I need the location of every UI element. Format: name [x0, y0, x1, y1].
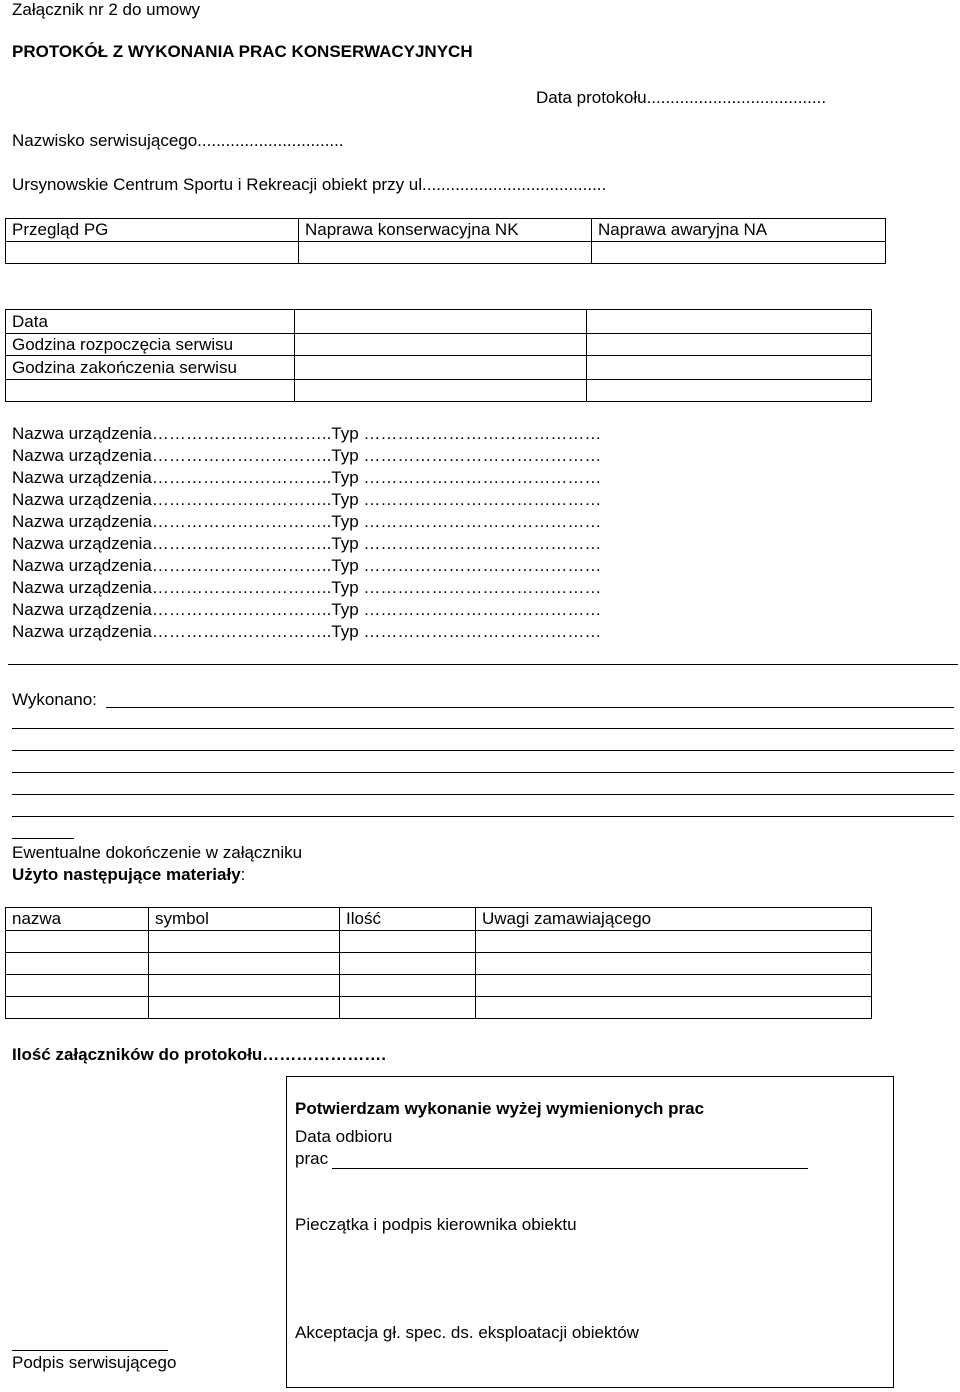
annex-label: Załącznik nr 2 do umowy [12, 0, 201, 19]
service-date-cell-2[interactable] [587, 310, 872, 334]
section-divider [8, 664, 958, 665]
materials-cell[interactable] [340, 975, 476, 997]
work-type-cell-na[interactable] [592, 242, 886, 264]
materials-label: Użyto następujące materiały [12, 865, 241, 884]
receipt-date-line[interactable] [332, 1168, 808, 1169]
protocol-date-field: Data protokołu...................................... [536, 88, 827, 107]
service-date-cell-1[interactable] [295, 310, 587, 334]
document-title: PROTOKÓŁ Z WYKONANIA PRAC KONSERWACYJNYCH [12, 42, 473, 61]
work-type-table [5, 218, 886, 264]
service-start-cell-2[interactable] [587, 334, 872, 356]
stamp-signature-label: Pieczątka i podpis kierownika obiektu [295, 1215, 577, 1234]
materials-header-symbol: symbol [149, 908, 340, 931]
service-blank-cell-1[interactable] [295, 380, 587, 402]
work-done-line[interactable] [12, 816, 954, 817]
materials-cell[interactable] [6, 931, 149, 953]
device-row[interactable]: Nazwa urządzenia…………………………..Typ …………………………………… [12, 468, 602, 487]
materials-cell[interactable] [6, 997, 149, 1019]
materials-cell[interactable] [149, 953, 340, 975]
materials-cell[interactable] [149, 997, 340, 1019]
materials-cell[interactable] [149, 931, 340, 953]
materials-heading [12, 865, 245, 885]
technician-signature-label: Podpis serwisującego [12, 1353, 177, 1372]
service-start-cell-1[interactable] [295, 334, 587, 356]
work-done-line[interactable] [12, 728, 954, 729]
technician-signature-line[interactable] [12, 1350, 168, 1351]
materials-header-name: nazwa [6, 908, 149, 931]
work-type-header-nk: Naprawa konserwacyjna NK [299, 219, 592, 242]
materials-cell[interactable] [476, 931, 872, 953]
service-start-label: Godzina rozpoczęcia serwisu [6, 334, 295, 356]
attachments-count-field: Ilość załączników do protokołu…………………. [12, 1045, 387, 1064]
materials-table [5, 907, 872, 1019]
device-row[interactable]: Nazwa urządzenia…………………………..Typ …………………………………… [12, 556, 602, 575]
service-date-label: Data [6, 310, 295, 334]
work-done-line[interactable] [12, 772, 954, 773]
materials-cell[interactable] [340, 931, 476, 953]
materials-cell[interactable] [6, 975, 149, 997]
work-done-line[interactable] [12, 838, 74, 839]
materials-cell[interactable] [476, 975, 872, 997]
service-end-label: Godzina zakończenia serwisu [6, 356, 295, 380]
device-row[interactable]: Nazwa urządzenia…………………………..Typ …………………………………… [12, 578, 602, 597]
device-list [12, 423, 601, 643]
confirmation-title: Potwierdzam wykonanie wyżej wymienionych prac [295, 1099, 705, 1118]
confirmation-box [286, 1076, 894, 1388]
device-row[interactable]: Nazwa urządzenia…………………………..Typ …………………………………… [12, 622, 602, 641]
receipt-date-label: Data odbioru [295, 1127, 393, 1146]
materials-cell[interactable] [476, 997, 872, 1019]
device-row[interactable]: Nazwa urządzenia…………………………..Typ …………………………………… [12, 446, 602, 465]
materials-header-notes: Uwagi zamawiającego [476, 908, 872, 931]
work-type-header-pg: Przegląd PG [6, 219, 299, 242]
work-done-label: Wykonano: [12, 690, 97, 709]
materials-cell[interactable] [340, 953, 476, 975]
technician-name-field: Nazwisko serwisującego............................... [12, 131, 344, 150]
materials-cell[interactable] [6, 953, 149, 975]
service-end-cell-1[interactable] [295, 356, 587, 380]
work-type-cell-nk[interactable] [299, 242, 592, 264]
device-row[interactable]: Nazwa urządzenia…………………………..Typ …………………………………… [12, 534, 602, 553]
service-blank-cell-2[interactable] [587, 380, 872, 402]
completion-note: Ewentualne dokończenie w załączniku [12, 843, 303, 862]
device-row[interactable]: Nazwa urządzenia…………………………..Typ …………………………………… [12, 424, 602, 443]
device-row[interactable]: Nazwa urządzenia…………………………..Typ …………………………………… [12, 512, 602, 531]
materials-header-quantity: Ilość [340, 908, 476, 931]
facility-address-field: Ursynowskie Centrum Sportu i Rekreacji obiekt przy ul....................................... [12, 175, 607, 194]
service-end-cell-2[interactable] [587, 356, 872, 380]
work-type-header-na: Naprawa awaryjna NA [592, 219, 886, 242]
materials-cell[interactable] [340, 997, 476, 1019]
materials-colon: : [240, 865, 246, 884]
work-done-line[interactable] [106, 707, 954, 708]
service-blank-cell-0 [6, 380, 295, 402]
device-row[interactable]: Nazwa urządzenia…………………………..Typ …………………………………… [12, 490, 602, 509]
service-time-table [5, 309, 872, 402]
device-row[interactable]: Nazwa urządzenia…………………………..Typ …………………………………… [12, 600, 602, 619]
materials-cell[interactable] [149, 975, 340, 997]
work-done-line[interactable] [12, 750, 954, 751]
acceptance-label: Akceptacja gł. spec. ds. eksploatacji obiektów [295, 1323, 639, 1342]
work-done-line[interactable] [12, 794, 954, 795]
work-type-cell-pg[interactable] [6, 242, 299, 264]
work-label: prac [295, 1149, 329, 1168]
materials-cell[interactable] [476, 953, 872, 975]
